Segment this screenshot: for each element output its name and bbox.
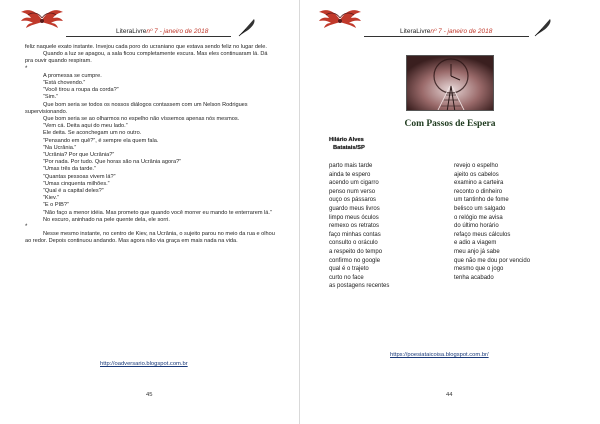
story-paragraph: “Por nada. Por tudo. Que horas são na Ucrânia agora?” bbox=[43, 159, 182, 166]
winged-logo-icon bbox=[318, 4, 362, 34]
poem-line: meu anjo já sabe bbox=[454, 248, 500, 255]
poem-line: do último horário bbox=[454, 223, 499, 230]
quill-icon bbox=[532, 16, 554, 38]
left-blog-link[interactable]: http://oadversario.blogspot.com.br bbox=[100, 361, 188, 367]
story-paragraph: Quando a luz se apagou, a sala ficou completamente escura. Mas eles continuaram lá. Dá pra ouvir quando respiram. bbox=[25, 51, 268, 65]
poem-column-right bbox=[454, 162, 584, 282]
poem-line: mesmo que o jogo bbox=[454, 266, 504, 273]
poem-line: belisco um salgado bbox=[454, 205, 506, 212]
left-story-text bbox=[25, 44, 275, 246]
poem-line: tenha acabado bbox=[454, 274, 494, 281]
poem-line: confirmo no google bbox=[329, 257, 381, 264]
poem-line: a respeito do tempo bbox=[329, 248, 383, 255]
story-paragraph: No escuro, aninhado na pele quente dela, ele sorri. bbox=[43, 216, 170, 223]
left-header-rule bbox=[66, 36, 231, 37]
poem-title: Com Passos de Espera bbox=[404, 119, 496, 129]
story-paragraph: Nesse mesmo instante, no centro de Kiev, na Ucrânia, o sujeito parou no meio da rua e olhou ao redor. Depois continuou andando. Mas agora não via graça em mais nada na vida. bbox=[25, 231, 275, 245]
right-page bbox=[300, 0, 600, 424]
story-paragraph: “Quantas pessoas vivem lá?” bbox=[43, 173, 116, 180]
story-paragraph: “Vem cá. Deita aqui do meu lado.” bbox=[43, 123, 128, 130]
story-paragraph: Que bom seria se todos os nossos diálogos contassem com um Nelson Rodrigues supervisionando. bbox=[25, 101, 248, 115]
right-header-title: LiteraLivrenº 7 - janeiro de 2018 bbox=[400, 28, 493, 35]
story-paragraph: “Kiev.” bbox=[43, 195, 59, 202]
author-place: Batatais/SP bbox=[333, 145, 365, 151]
poem-column-left bbox=[329, 162, 449, 291]
right-blog-link[interactable]: https://poesiataicoisa.blogspot.com.br/ bbox=[390, 352, 489, 358]
story-paragraph: Ele deita. Se aconchegam um no outro. bbox=[43, 130, 142, 137]
poem-line: ainda te espero bbox=[329, 171, 371, 178]
poem-line: guardo meus livros bbox=[329, 205, 380, 212]
story-paragraph: “Ucrânia? Por que Ucrânia?” bbox=[43, 152, 115, 159]
clock-rail-photo bbox=[406, 55, 494, 111]
story-paragraph: “Não faço a menor idéia. Mas prometo que quando você morrer eu mando te enterrarem lá.” bbox=[43, 209, 272, 216]
story-paragraph: feliz naquele exato instante. Invejou cada poro do ucraniano que estava sendo feliz no lugar dele. bbox=[25, 44, 267, 50]
story-paragraph: “Qual é a capital deles?” bbox=[43, 188, 104, 195]
right-page-number: 44 bbox=[446, 392, 453, 398]
poem-line: ajeito os cabelos bbox=[454, 171, 499, 178]
poem-line: qual é o trajeto bbox=[329, 266, 369, 273]
poem-line: curto no face bbox=[329, 274, 364, 281]
quill-icon bbox=[236, 16, 258, 38]
poem-line: um tantinho de fome bbox=[454, 197, 509, 204]
poem-line: limpo meus óculos bbox=[329, 214, 379, 221]
left-header-title: LiteraLivrenº 7 - janeiro de 2018 bbox=[116, 28, 209, 35]
poem-line: refaço meus cálculos bbox=[454, 231, 511, 238]
story-paragraph: “Umas três da tarde.” bbox=[43, 166, 96, 173]
poem-line: faço minhas contas bbox=[329, 231, 381, 238]
section-separator: * bbox=[25, 224, 28, 231]
author-name: Hilário Alves bbox=[329, 137, 364, 143]
poem-line: acendo um cigarro bbox=[329, 180, 379, 187]
poem-line: penso num verso bbox=[329, 188, 376, 195]
poem-line: revejo o espelho bbox=[454, 163, 499, 169]
left-header bbox=[0, 4, 300, 42]
poem-line: reconto o dinheiro bbox=[454, 188, 503, 195]
poem-line: que não me dou por vencido bbox=[454, 257, 531, 264]
story-paragraph: Que bom seria se ao olharmos no espelho não víssemos apenas nós mesmos. bbox=[43, 116, 240, 123]
story-paragraph: “Pensando em quê?”, é sempre ela quem fala. bbox=[43, 137, 159, 144]
left-page-number: 45 bbox=[146, 392, 153, 398]
story-paragraph: “Umas cinquenta milhões.” bbox=[43, 180, 110, 187]
story-paragraph: “Está chovendo.” bbox=[43, 80, 86, 87]
section-separator: * bbox=[25, 65, 28, 72]
story-paragraph: “E o PIB?” bbox=[43, 202, 69, 209]
poem-line: ouço os pássaros bbox=[329, 197, 377, 204]
poem-line: parto mais tarde bbox=[329, 163, 373, 169]
poem-line: remexo os retratos bbox=[329, 223, 380, 230]
poem-line: examino a carteira bbox=[454, 180, 504, 187]
story-paragraph: “Na Ucrânia.” bbox=[43, 144, 77, 151]
poem-line: o relógio me avisa bbox=[454, 214, 503, 221]
right-header bbox=[300, 4, 600, 42]
winged-logo-icon bbox=[20, 4, 64, 34]
story-paragraph: “Você tirou a roupa da corda?” bbox=[43, 87, 119, 94]
poem-line: as postagens recentes bbox=[329, 283, 390, 290]
poem-line: consulto o oráculo bbox=[329, 240, 378, 247]
story-paragraph: “Sim.” bbox=[43, 94, 58, 101]
right-header-rule bbox=[364, 36, 529, 37]
story-paragraph: A promessa se cumpre. bbox=[43, 72, 102, 79]
poem-line: e adio a viagem bbox=[454, 240, 497, 247]
